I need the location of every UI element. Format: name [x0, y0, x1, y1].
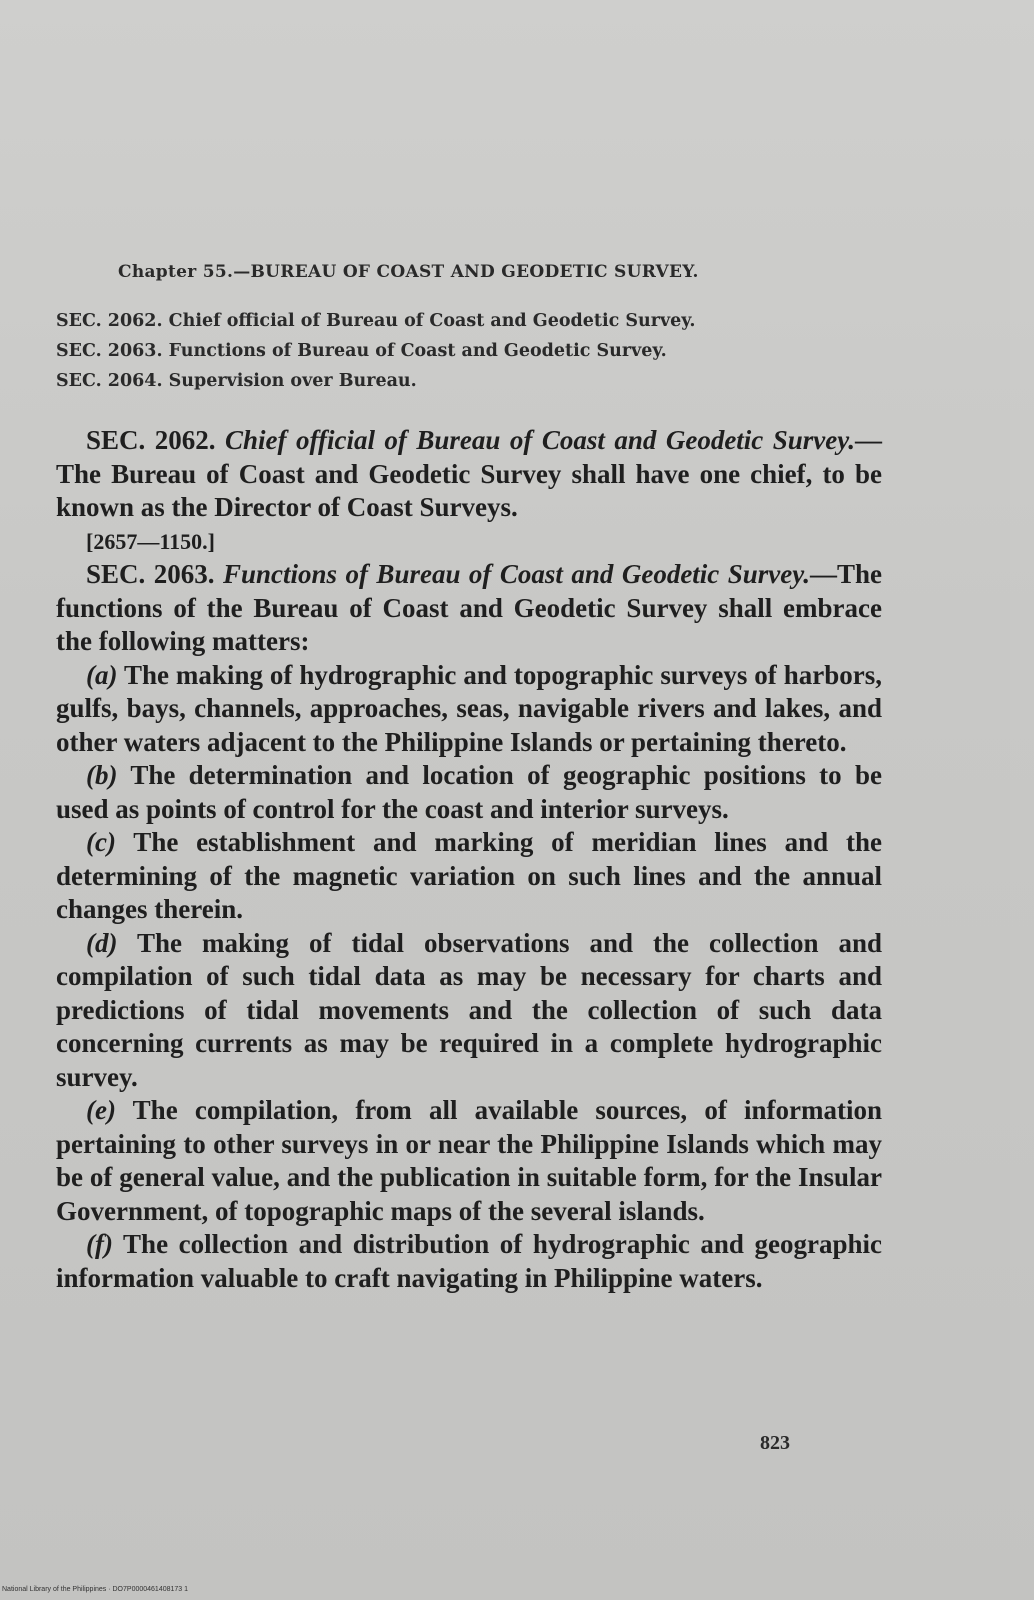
section-text: —The Bureau of Coast and Geodetic Survey shall have one chief, to be known as the Director of Coast Surveys.: [56, 425, 882, 522]
item-text: The collection and distribution of hydrographic and geographic information valuable to craft navigating in Philippine waters.: [56, 1229, 882, 1293]
list-item: [56, 759, 882, 826]
section-2063-paragraph: [56, 558, 882, 659]
document-body: [56, 424, 882, 1295]
legal-reference: [2657—1150.]: [86, 528, 215, 554]
page-number: 823: [760, 1432, 790, 1454]
item-text: The compilation, from all available sources, of information pertaining to other surveys in or near the Philippine Islands which may be of general value, and the publication in suitable form, for the Insular Government, of topographic maps of the several islands.: [56, 1095, 882, 1226]
toc-entry: SEC. 2062. Chief official of Bureau of Coast and Geodetic Survey.: [56, 311, 696, 331]
list-item: [56, 1228, 882, 1295]
item-text: The determination and location of geographic positions to be used as points of control for the coast and interior surveys.: [56, 760, 882, 824]
section-text: —The functions of the Bureau of Coast and Geodetic Survey shall embrace the following matters:: [56, 559, 883, 656]
item-letter: (b): [86, 760, 118, 790]
section-title: Chief official of Bureau of Coast and Geodetic Survey.: [224, 425, 855, 455]
list-item: [56, 659, 882, 760]
section-label: SEC. 2062.: [86, 425, 216, 455]
item-letter: (f): [86, 1229, 113, 1259]
chapter-heading: Chapter 55.—BUREAU OF COAST AND GEODETIC SURVEY.: [118, 262, 699, 282]
item-letter: (e): [86, 1095, 116, 1125]
toc-entry: SEC. 2063. Functions of Bureau of Coast and Geodetic Survey.: [56, 341, 667, 361]
list-item: [56, 826, 882, 927]
toc-entry: SEC. 2064. Supervision over Bureau.: [56, 371, 417, 391]
item-letter: (a): [86, 659, 118, 690]
section-2062-paragraph: [56, 424, 882, 525]
item-text: The making of hydrographic and topographic surveys of harbors, gulfs, bays, channels, approaches, seas, navigable rivers and lakes, and other waters adjacent to the Philippine Islands or pertaining thereto.: [56, 659, 882, 757]
section-title: Functions of Bureau of Coast and Geodetic Survey.: [222, 559, 810, 589]
item-text: The making of tidal observations and the collection and compilation of such tidal data as may be necessary for charts and predictions of tidal movements and the collection of such data concerning currents as may be required in a complete hydrographic survey.: [56, 927, 882, 1092]
item-letter: (c): [86, 827, 116, 857]
item-text: The establishment and marking of meridian lines and the determining of the magnetic variation on such lines and the annual changes therein.: [56, 827, 882, 924]
list-item: [56, 927, 882, 1095]
item-letter: (d): [86, 927, 118, 958]
list-item: [56, 1094, 882, 1228]
scan-footer: National Library of the Philippines · DO7P0000461408173 1: [2, 1586, 189, 1593]
section-label: SEC. 2063.: [86, 559, 215, 589]
section-contents-list: [56, 306, 906, 396]
